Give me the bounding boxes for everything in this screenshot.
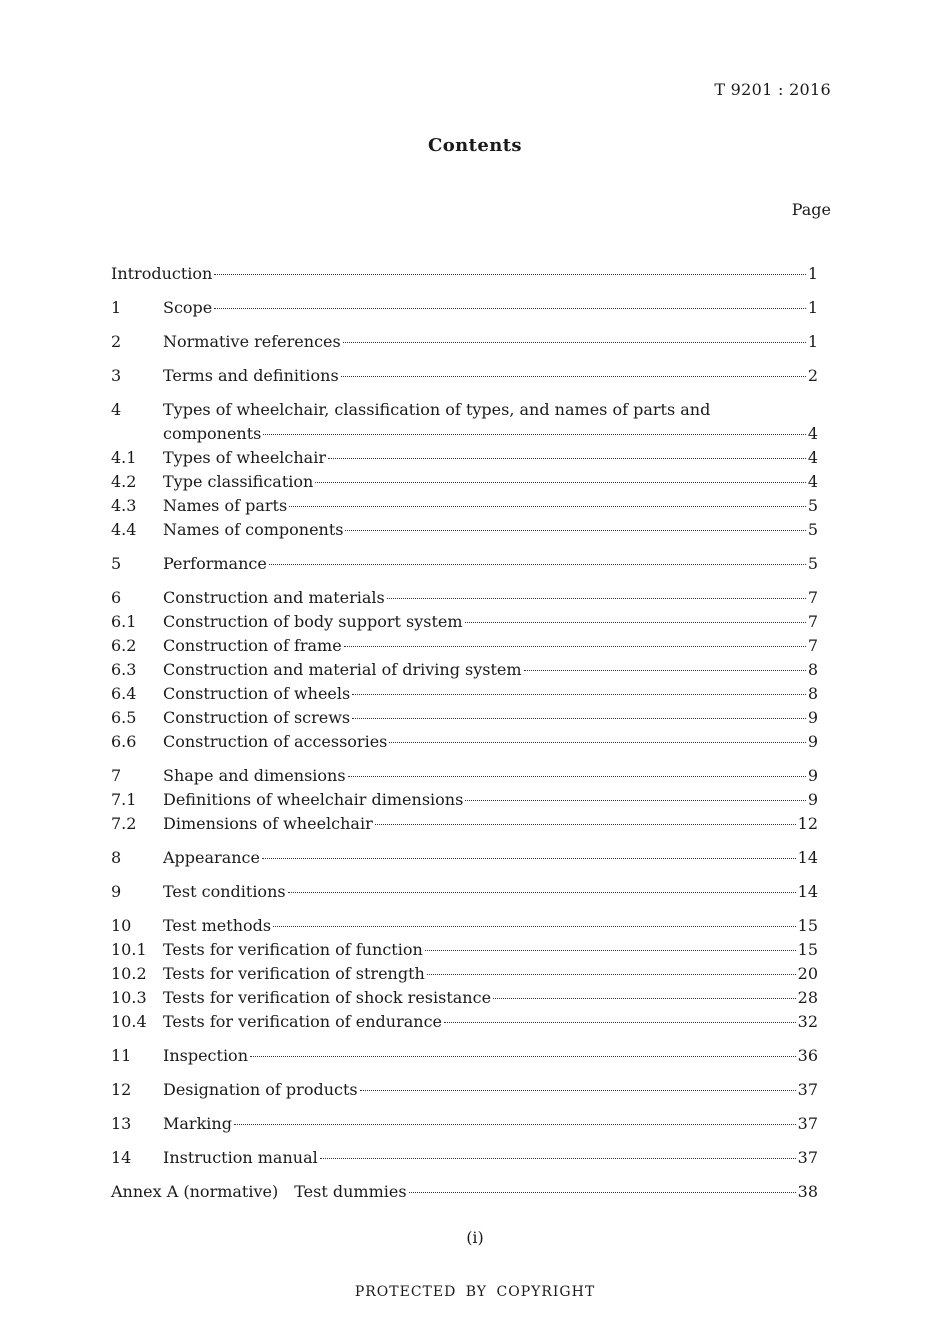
toc-page: 15	[797, 916, 818, 935]
toc-entry-annex-a[interactable]	[111, 1180, 818, 1204]
dot-leader	[427, 974, 796, 975]
toc-number: 7.1	[111, 790, 137, 809]
toc-entry-10-4[interactable]	[111, 1010, 818, 1034]
toc-number: 6.1	[111, 612, 137, 631]
toc-page: 8	[807, 684, 818, 703]
toc-number: 2	[111, 332, 122, 351]
toc-entry-8[interactable]	[111, 846, 818, 870]
toc-annex-label: Annex A (normative)	[111, 1182, 279, 1201]
dot-leader	[387, 598, 806, 599]
page-title: Contents	[428, 135, 522, 156]
dot-leader	[250, 1056, 796, 1057]
toc-page: 15	[797, 940, 818, 959]
toc-entry-5[interactable]	[111, 552, 818, 576]
toc-title: Dimensions of wheelchair	[163, 814, 373, 833]
dot-leader	[425, 950, 796, 951]
toc-entry-3[interactable]	[111, 364, 818, 388]
dot-leader	[263, 434, 805, 435]
toc-title: Construction of wheels	[163, 684, 351, 703]
toc-entry-13[interactable]	[111, 1112, 818, 1136]
toc-number: 6	[111, 588, 122, 607]
toc-page: 9	[807, 790, 818, 809]
toc-number: 6.3	[111, 660, 137, 679]
toc-entry-6-6[interactable]	[111, 730, 818, 754]
toc-number: 4.1	[111, 448, 137, 467]
toc-title: Shape and dimensions	[163, 766, 346, 785]
toc-entry-6-4[interactable]	[111, 682, 818, 706]
toc-page: 9	[807, 766, 818, 785]
toc-title: Construction and materials	[163, 588, 385, 607]
dot-leader	[493, 998, 796, 999]
toc-entry-6[interactable]	[111, 586, 818, 610]
toc-entry-7-1[interactable]	[111, 788, 818, 812]
toc-number: 4.2	[111, 472, 137, 491]
dot-leader	[328, 458, 806, 459]
toc-page: 38	[797, 1182, 818, 1201]
dot-leader	[288, 892, 796, 893]
dot-leader	[344, 646, 806, 647]
dot-leader	[262, 858, 796, 859]
toc-title-line-2: components	[163, 424, 262, 443]
toc-title-line-1: Types of wheelchair, classification of types, and names of parts and	[163, 400, 711, 419]
toc-page: 1	[807, 298, 818, 317]
toc-title: Type classification	[163, 472, 314, 491]
toc-entry-4-3[interactable]	[111, 494, 818, 518]
toc-number: 4	[111, 400, 122, 419]
toc-entry-1[interactable]	[111, 296, 818, 320]
toc-page: 28	[797, 988, 818, 1007]
toc-entry-9[interactable]	[111, 880, 818, 904]
dot-leader	[352, 694, 806, 695]
toc-entry-4-2[interactable]	[111, 470, 818, 494]
table-of-contents	[111, 262, 818, 1204]
toc-number: 7	[111, 766, 122, 785]
dot-leader	[375, 824, 796, 825]
dot-leader	[360, 1090, 796, 1091]
toc-page: 4	[807, 472, 818, 491]
toc-title: Introduction	[111, 264, 213, 283]
toc-entry-10-2[interactable]	[111, 962, 818, 986]
toc-page: 4	[807, 448, 818, 467]
toc-page: 9	[807, 732, 818, 751]
page-column-label: Page	[791, 200, 831, 219]
toc-page: 37	[797, 1080, 818, 1099]
toc-entry-4-continued[interactable]	[111, 422, 818, 446]
toc-number: 8	[111, 848, 122, 867]
toc-entry-6-3[interactable]	[111, 658, 818, 682]
toc-entry-7[interactable]	[111, 764, 818, 788]
toc-page: 20	[797, 964, 818, 983]
toc-title: Test dummies	[294, 1182, 407, 1201]
toc-entry-11[interactable]	[111, 1044, 818, 1068]
toc-page: 14	[797, 848, 818, 867]
page-number: (i)	[466, 1228, 484, 1247]
dot-leader	[343, 342, 806, 343]
toc-page: 14	[797, 882, 818, 901]
toc-entry-10-3[interactable]	[111, 986, 818, 1010]
toc-title: Tests for verification of function	[163, 940, 423, 959]
toc-title: Marking	[163, 1114, 232, 1133]
toc-title: Test methods	[163, 916, 272, 935]
toc-title: Inspection	[163, 1046, 248, 1065]
toc-entry-14[interactable]	[111, 1146, 818, 1170]
toc-number: 10	[111, 916, 132, 935]
toc-entry-6-5[interactable]	[111, 706, 818, 730]
toc-number: 14	[111, 1148, 132, 1167]
dot-leader	[348, 776, 806, 777]
toc-page: 1	[807, 264, 818, 283]
toc-page: 4	[807, 424, 818, 443]
toc-entry-6-2[interactable]	[111, 634, 818, 658]
dot-leader	[273, 926, 796, 927]
toc-entry-10-1[interactable]	[111, 938, 818, 962]
toc-number: 4.4	[111, 520, 137, 539]
dot-leader	[352, 718, 806, 719]
toc-number: 10.1	[111, 940, 147, 959]
toc-page: 12	[797, 814, 818, 833]
toc-title: Tests for verification of endurance	[163, 1012, 443, 1031]
toc-entry-introduction[interactable]	[111, 262, 818, 286]
toc-page: 37	[797, 1148, 818, 1167]
dot-leader	[234, 1124, 796, 1125]
toc-number: 10.3	[111, 988, 147, 1007]
toc-page: 8	[807, 660, 818, 679]
toc-entry-4[interactable]	[111, 398, 818, 422]
dot-leader	[269, 564, 806, 565]
dot-leader	[214, 308, 806, 309]
dot-leader	[214, 274, 805, 275]
toc-entry-10[interactable]	[111, 914, 818, 938]
dot-leader	[289, 506, 806, 507]
dot-leader	[320, 1158, 796, 1159]
toc-title: Construction of frame	[163, 636, 342, 655]
toc-number: 13	[111, 1114, 132, 1133]
dot-leader	[315, 482, 805, 483]
toc-title: Construction of accessories	[163, 732, 388, 751]
toc-title: Definitions of wheelchair dimensions	[163, 790, 464, 809]
toc-page: 7	[807, 588, 818, 607]
toc-number: 3	[111, 366, 122, 385]
toc-page: 36	[797, 1046, 818, 1065]
toc-title: Types of wheelchair	[163, 448, 326, 467]
toc-entry-6-1[interactable]	[111, 610, 818, 634]
toc-page: 7	[807, 612, 818, 631]
toc-entry-4-1[interactable]	[111, 446, 818, 470]
toc-title: Construction of body support system	[163, 612, 463, 631]
toc-number: 7.2	[111, 814, 137, 833]
toc-title: Scope	[163, 298, 213, 317]
toc-page: 9	[807, 708, 818, 727]
toc-title: Construction of screws	[163, 708, 351, 727]
dot-leader	[389, 742, 805, 743]
toc-title: Names of components	[163, 520, 344, 539]
toc-page: 1	[807, 332, 818, 351]
toc-title: Tests for verification of strength	[163, 964, 425, 983]
toc-number: 6.4	[111, 684, 137, 703]
toc-number: 6.2	[111, 636, 137, 655]
toc-number: 6.5	[111, 708, 137, 727]
dot-leader	[345, 530, 805, 531]
toc-page: 37	[797, 1114, 818, 1133]
toc-entry-12[interactable]	[111, 1078, 818, 1102]
toc-title: Tests for verification of shock resistance	[163, 988, 492, 1007]
toc-title: Appearance	[163, 848, 260, 867]
toc-page: 5	[807, 496, 818, 515]
toc-page: 5	[807, 520, 818, 539]
toc-title: Designation of products	[163, 1080, 358, 1099]
copyright-notice: PROTECTED BY COPYRIGHT	[354, 1284, 596, 1300]
standard-number: T 9201 : 2016	[714, 80, 831, 99]
toc-entry-2[interactable]	[111, 330, 818, 354]
toc-page: 2	[807, 366, 818, 385]
toc-title: Terms and definitions	[163, 366, 339, 385]
toc-number: 1	[111, 298, 122, 317]
toc-title: Names of parts	[163, 496, 288, 515]
toc-number: 10.2	[111, 964, 147, 983]
toc-page: 32	[797, 1012, 818, 1031]
toc-entry-7-2[interactable]	[111, 812, 818, 836]
dot-leader	[465, 622, 806, 623]
dot-leader	[524, 670, 806, 671]
toc-number: 11	[111, 1046, 132, 1065]
toc-title: Test conditions	[163, 882, 286, 901]
toc-title: Performance	[163, 554, 267, 573]
dot-leader	[444, 1022, 796, 1023]
toc-number: 4.3	[111, 496, 137, 515]
toc-entry-4-4[interactable]	[111, 518, 818, 542]
toc-number: 9	[111, 882, 122, 901]
toc-title: Construction and material of driving system	[163, 660, 522, 679]
toc-page: 7	[807, 636, 818, 655]
toc-title: Instruction manual	[163, 1148, 318, 1167]
toc-number: 12	[111, 1080, 132, 1099]
dot-leader	[341, 376, 806, 377]
toc-number: 10.4	[111, 1012, 147, 1031]
toc-title: Normative references	[163, 332, 341, 351]
toc-page: 5	[807, 554, 818, 573]
dot-leader	[409, 1192, 796, 1193]
toc-number: 6.6	[111, 732, 137, 751]
dot-leader	[465, 800, 806, 801]
toc-number: 5	[111, 554, 122, 573]
